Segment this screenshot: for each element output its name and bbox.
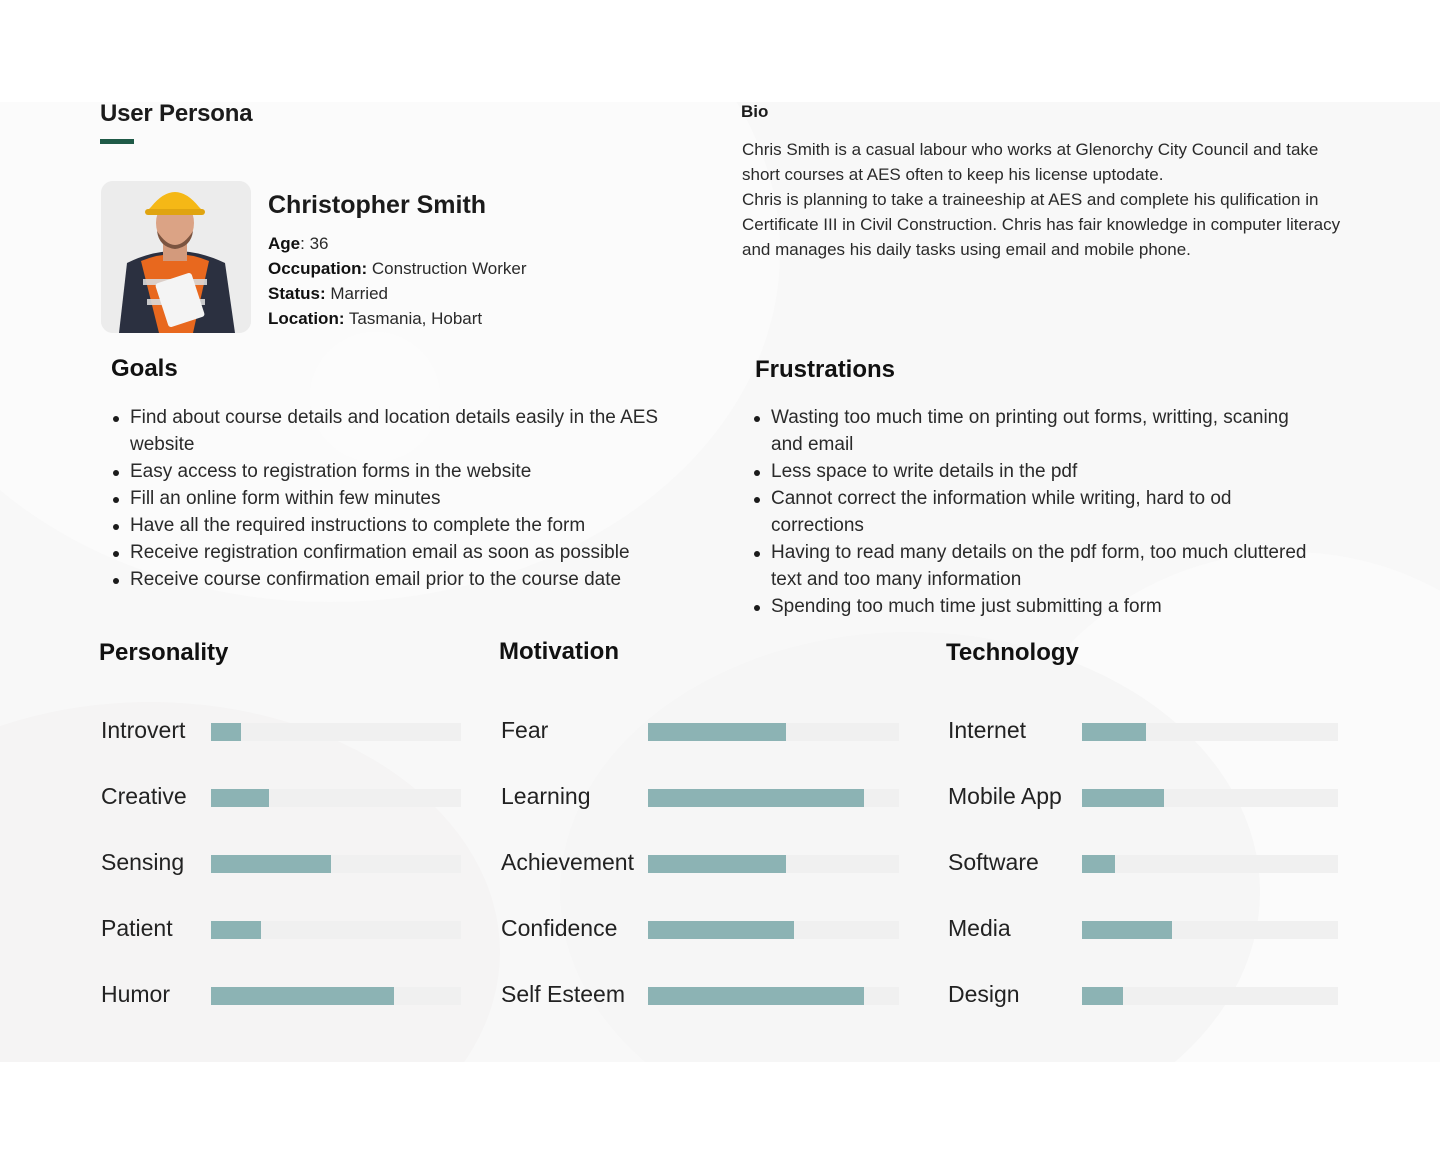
personality-label: Humor	[101, 981, 171, 1007]
motivation-label: Confidence	[501, 915, 618, 941]
fact-label: Location:	[268, 309, 345, 328]
construction-worker-photo-icon	[101, 181, 251, 333]
list-item: Fill an online form within few minutes	[111, 485, 691, 512]
level-bar-track	[648, 921, 899, 939]
technology-label: Media	[948, 915, 1011, 941]
fact-status	[268, 281, 527, 306]
level-bar-track	[211, 921, 461, 939]
level-bar-fill	[211, 723, 241, 741]
level-bar-fill	[1082, 987, 1123, 1005]
fact-label: Occupation:	[268, 259, 368, 278]
goals-heading: Goals	[111, 355, 178, 382]
motivation-row	[501, 849, 899, 875]
level-bar-fill	[1082, 855, 1115, 873]
technology-label: Design	[948, 981, 1020, 1007]
avatar	[101, 181, 251, 333]
level-bar-track	[211, 789, 461, 807]
list-item: Find about course details and location details easily in the AES website	[111, 404, 691, 458]
technology-row	[948, 717, 1338, 743]
persona-name: Christopher Smith	[268, 191, 487, 219]
list-item: Less space to write details in the pdf	[752, 458, 1312, 485]
personality-label: Patient	[101, 915, 173, 941]
motivation-row	[501, 717, 899, 743]
level-bar-fill	[211, 855, 331, 873]
motivation-row	[501, 981, 899, 1007]
fact-value: Tasmania, Hobart	[348, 309, 483, 328]
level-bar-track	[211, 723, 461, 741]
page-title: User Persona	[100, 100, 253, 127]
personality-row	[101, 717, 461, 743]
bio-paragraph: Chris is planning to take a traineeship at AES and complete his qulification in Certificate III in Civil Construction. Chris has fair knowledge in computer literacy and manages his daily tasks using email and mobile phone.	[742, 190, 1341, 259]
motivation-row	[501, 783, 899, 809]
title-underline	[100, 139, 134, 144]
list-item: Having to read many details on the pdf form, too much cluttered text and too many information	[752, 539, 1312, 593]
level-bar-track	[648, 987, 899, 1005]
goals-list	[111, 404, 691, 593]
level-bar-fill	[648, 723, 786, 741]
fact-value: Married	[330, 284, 388, 303]
fact-label: Status:	[268, 284, 326, 303]
fact-sep: :	[300, 234, 310, 253]
list-item: Receive course confirmation email prior to the course date	[111, 566, 691, 593]
personality-row	[101, 915, 461, 941]
level-bar-track	[211, 855, 461, 873]
level-bar-track	[1082, 855, 1338, 873]
technology-row	[948, 849, 1338, 875]
list-item: Spending too much time just submitting a form	[752, 593, 1312, 620]
motivation-label: Self Esteem	[501, 981, 625, 1007]
motivation-heading: Motivation	[499, 638, 619, 665]
list-item: Receive registration confirmation email as soon as possible	[111, 539, 691, 566]
fact-label: Age	[268, 234, 301, 253]
level-bar-track	[1082, 723, 1338, 741]
fact-age	[268, 231, 527, 256]
level-bar-track	[648, 855, 899, 873]
level-bar-fill	[1082, 921, 1172, 939]
fact-occupation	[268, 256, 527, 281]
level-bar-fill	[211, 987, 394, 1005]
level-bar-fill	[1082, 789, 1164, 807]
technology-label: Internet	[948, 717, 1026, 743]
level-bar-fill	[211, 789, 269, 807]
persona-facts	[268, 231, 527, 331]
motivation-label: Achievement	[501, 849, 634, 875]
personality-label: Introvert	[101, 717, 186, 743]
level-bar-fill	[648, 921, 794, 939]
level-bar-track	[211, 987, 461, 1005]
fact-value: Construction Worker	[371, 259, 527, 278]
personality-label: Creative	[101, 783, 187, 809]
level-bar-fill	[648, 855, 786, 873]
technology-heading: Technology	[946, 639, 1079, 666]
list-item: Wasting too much time on printing out forms, writting, scaning and email	[752, 404, 1312, 458]
motivation-label: Learning	[501, 783, 591, 809]
level-bar-fill	[211, 921, 261, 939]
frustrations-list	[752, 404, 1312, 620]
personality-row	[101, 981, 461, 1007]
bio-paragraph: Chris Smith is a casual labour who works at Glenorchy City Council and take short courses at AES often to keep his license uptodate.	[742, 140, 1319, 184]
background-shape	[0, 702, 500, 1062]
technology-label: Software	[948, 849, 1039, 875]
technology-row	[948, 783, 1338, 809]
personality-label: Sensing	[101, 849, 185, 875]
list-item: Have all the required instructions to complete the form	[111, 512, 691, 539]
personality-row	[101, 849, 461, 875]
level-bar-fill	[648, 789, 864, 807]
personality-heading: Personality	[99, 639, 229, 666]
bio-text	[742, 137, 1342, 262]
level-bar-track	[1082, 987, 1338, 1005]
motivation-row	[501, 915, 899, 941]
fact-value: 36	[309, 234, 329, 253]
level-bar-fill	[648, 987, 864, 1005]
fact-location	[268, 306, 527, 331]
personality-row	[101, 783, 461, 809]
list-item: Easy access to registration forms in the website	[111, 458, 691, 485]
level-bar-track	[1082, 921, 1338, 939]
list-item: Cannot correct the information while writing, hard to od corrections	[752, 485, 1312, 539]
level-bar-track	[648, 723, 899, 741]
technology-row	[948, 915, 1338, 941]
motivation-label: Fear	[501, 717, 549, 743]
bio-heading: Bio	[741, 102, 769, 121]
level-bar-fill	[1082, 723, 1146, 741]
frustrations-heading: Frustrations	[755, 356, 896, 383]
technology-label: Mobile App	[948, 783, 1062, 809]
level-bar-track	[648, 789, 899, 807]
technology-row	[948, 981, 1338, 1007]
level-bar-track	[1082, 789, 1338, 807]
